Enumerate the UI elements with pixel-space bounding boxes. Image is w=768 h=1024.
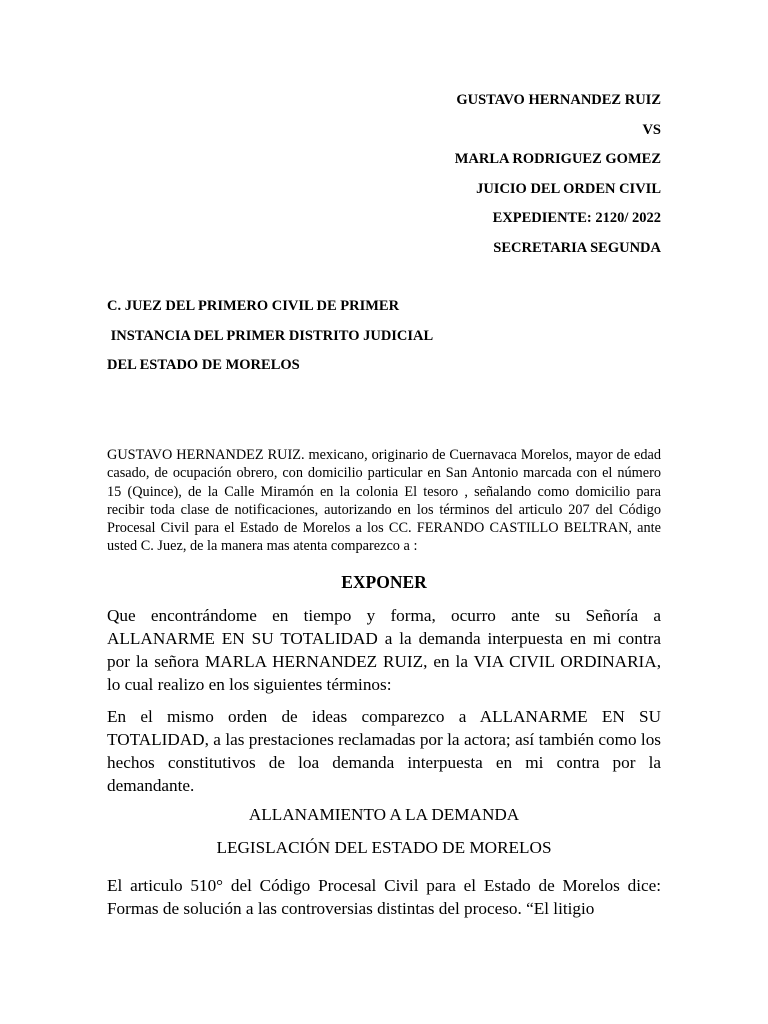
heading-allanamiento: ALLANAMIENTO A LA DEMANDA: [248, 805, 520, 824]
caption-secretariat: SECRETARIA SEGUNDA: [493, 239, 661, 256]
caption-versus: VS: [642, 121, 661, 138]
body-paragraph-2: En el mismo orden de ideas comparezco a ALLANARME EN SU TOTALIDAD, a las prestaciones reclamadas por la actora; así también como los hechos constitutivos de loa demanda interpuesta en mi contra por la demandante.: [107, 707, 661, 795]
case-caption: [455, 92, 661, 269]
addressee-block: [107, 298, 433, 387]
body-paragraph-1: Que encontrándome en tiempo y forma, ocurro ante su Señoría a ALLANARME EN SU TOTALIDAD a la demanda interpuesta en mi contra por la señora MARLA HERNANDEZ RUIZ, en la VIA CIVIL ORDINARIA, lo cual realizo en los siguientes términos:: [107, 606, 661, 694]
intro-paragraph: GUSTAVO HERNANDEZ RUIZ. mexicano, originario de Cuernavaca Morelos, mayor de edad casado, de ocupación obrero, con domicilio particular en San Antonio marcada con el número 15 (Quince), de la Calle Miramón en la colonia El tesoro , señalando como domicilio para recibir toda clase de notificaciones, autorizando en los términos del articulo 207 del Código Procesal Civil para el Estado de Morelos a los CC. FERANDO CASTILLO BELTRAN, ante usted C. Juez, de la manera mas atenta comparezco a :: [107, 447, 661, 555]
addressee-line-3: DEL ESTADO DE MORELOS: [107, 357, 300, 373]
caption-plaintiff: GUSTAVO HERNANDEZ RUIZ: [456, 92, 661, 108]
addressee-line-2: INSTANCIA DEL PRIMER DISTRITO JUDICIAL: [107, 327, 434, 344]
heading-exponer: EXPONER: [341, 572, 427, 592]
addressee-line-1: C. JUEZ DEL PRIMERO CIVIL DE PRIMER: [107, 298, 400, 314]
body-paragraph-3: El articulo 510° del Código Procesal Civil para el Estado de Morelos dice: Formas de solución a las controversias distintas del proceso. “El litigio: [107, 876, 661, 918]
caption-case-number: EXPEDIENTE: 2120/ 2022: [492, 210, 661, 226]
heading-legislacion: LEGISLACIÓN DEL ESTADO DE MORELOS: [216, 838, 552, 857]
caption-defendant: MARLA RODRIGUEZ GOMEZ: [454, 151, 661, 167]
caption-trial-type: JUICIO DEL ORDEN CIVIL: [476, 180, 661, 197]
